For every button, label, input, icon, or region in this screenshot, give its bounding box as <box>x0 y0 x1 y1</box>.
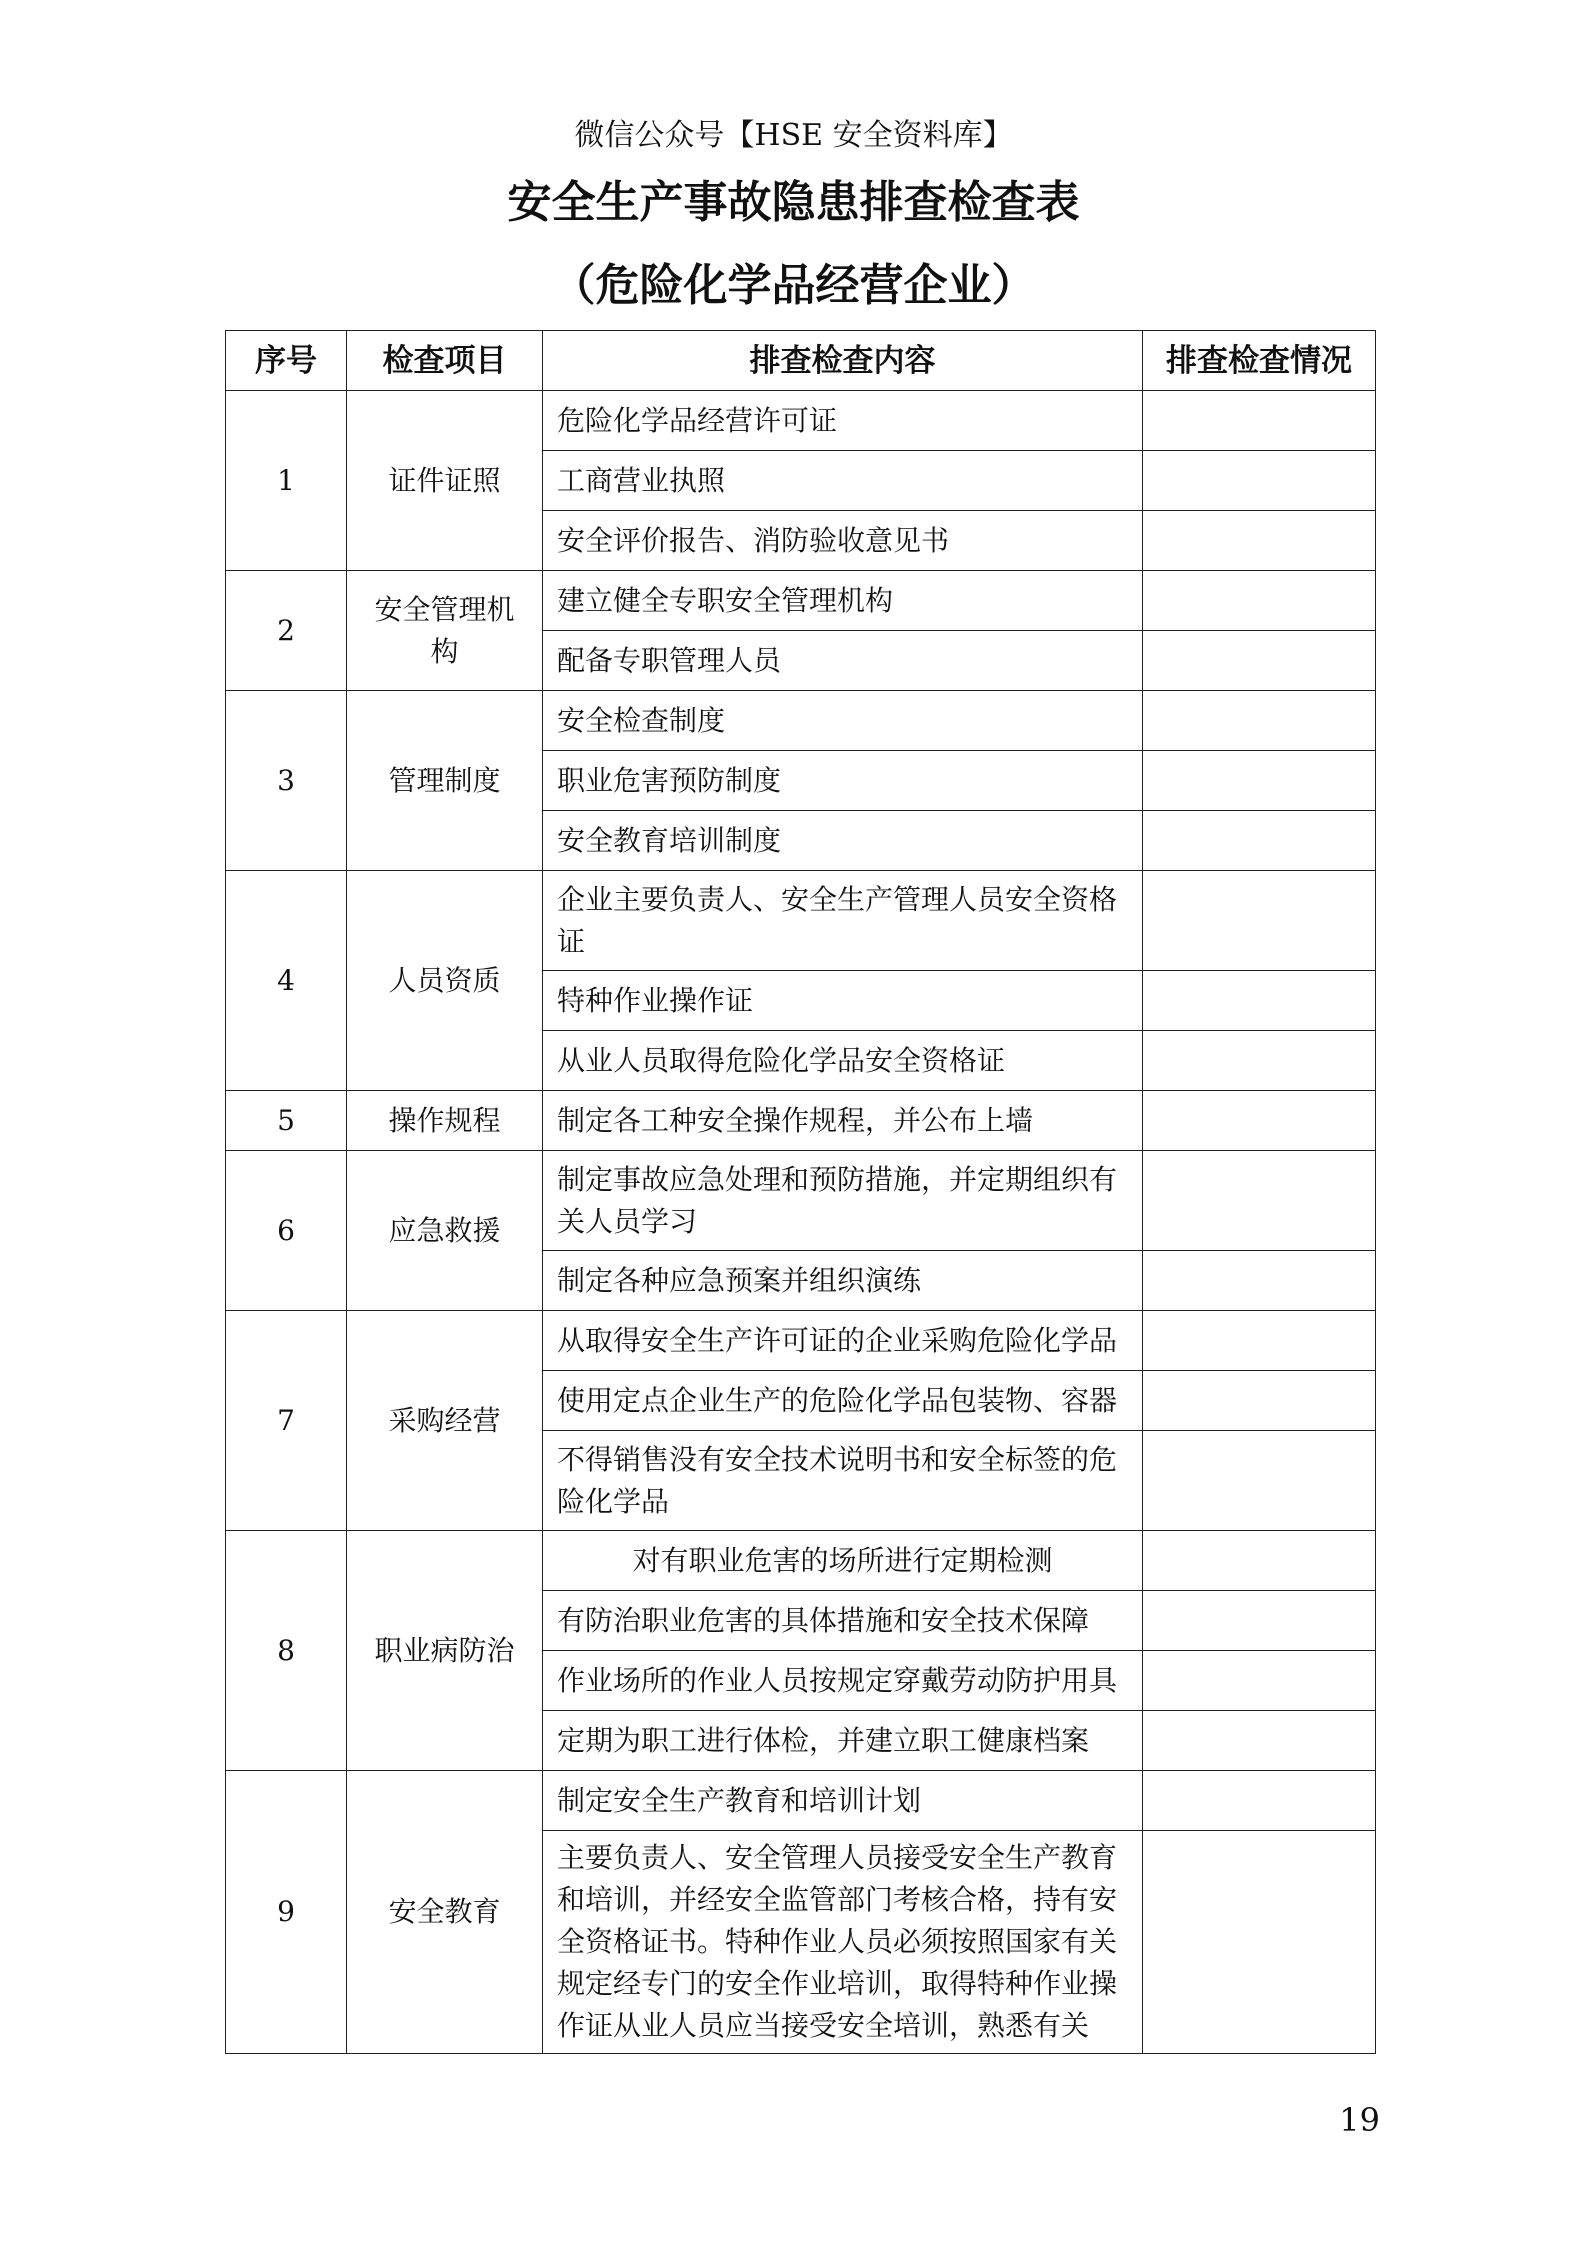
check-status-cell[interactable] <box>1143 691 1376 751</box>
row-number: 3 <box>226 691 347 871</box>
table-row <box>226 391 1376 451</box>
check-content: 制定安全生产教育和培训计划 <box>543 1771 1143 1831</box>
check-content: 职业危害预防制度 <box>543 751 1143 811</box>
check-content: 制定各工种安全操作规程，并公布上墙 <box>543 1091 1143 1151</box>
column-header-status: 排查检查情况 <box>1143 331 1376 391</box>
row-number: 1 <box>226 391 347 571</box>
document-subtitle: （危险化学品经营企业） <box>551 260 1036 311</box>
check-item: 管理制度 <box>347 691 543 871</box>
table-row <box>226 1771 1376 1831</box>
check-content: 对有职业危害的场所进行定期检测 <box>543 1531 1143 1591</box>
check-status-cell[interactable] <box>1143 1771 1376 1831</box>
check-status-cell[interactable] <box>1143 1531 1376 1591</box>
table-row <box>226 1091 1376 1151</box>
check-content: 建立健全专职安全管理机构 <box>543 571 1143 631</box>
check-content: 安全教育培训制度 <box>543 811 1143 871</box>
check-content: 作业场所的作业人员按规定穿戴劳动防护用具 <box>543 1651 1143 1711</box>
check-item: 人员资质 <box>347 871 543 1091</box>
check-status-cell[interactable] <box>1143 971 1376 1031</box>
column-header-item: 检查项目 <box>347 331 543 391</box>
check-content: 定期为职工进行体检，并建立职工健康档案 <box>543 1711 1143 1771</box>
check-status-cell[interactable] <box>1143 1431 1376 1531</box>
table-row <box>226 571 1376 631</box>
table-row <box>226 1311 1376 1371</box>
check-status-cell[interactable] <box>1143 1311 1376 1371</box>
check-item: 操作规程 <box>347 1091 543 1151</box>
check-status-cell[interactable] <box>1143 1831 1376 2054</box>
check-status-cell[interactable] <box>1143 871 1376 971</box>
check-item: 安全教育 <box>347 1771 543 2054</box>
check-status-cell[interactable] <box>1143 1591 1376 1651</box>
check-content: 使用定点企业生产的危险化学品包装物、容器 <box>543 1371 1143 1431</box>
table-row <box>226 1151 1376 1251</box>
check-content: 危险化学品经营许可证 <box>543 391 1143 451</box>
column-header-content: 排查检查内容 <box>543 331 1143 391</box>
check-status-cell[interactable] <box>1143 631 1376 691</box>
check-status-cell[interactable] <box>1143 1371 1376 1431</box>
check-content: 制定事故应急处理和预防措施，并定期组织有关人员学习 <box>543 1151 1143 1251</box>
check-status-cell[interactable] <box>1143 571 1376 631</box>
check-content: 不得销售没有安全技术说明书和安全标签的危险化学品 <box>543 1431 1143 1531</box>
column-header-no: 序号 <box>226 331 347 391</box>
check-item: 采购经营 <box>347 1311 543 1531</box>
check-content: 工商营业执照 <box>543 451 1143 511</box>
row-number: 9 <box>226 1771 347 2054</box>
check-content: 企业主要负责人、安全生产管理人员安全资格证 <box>543 871 1143 971</box>
row-number: 6 <box>226 1151 347 1311</box>
inspection-table <box>225 330 1376 2054</box>
check-status-cell[interactable] <box>1143 391 1376 451</box>
check-item: 安全管理机构 <box>347 571 543 691</box>
check-status-cell[interactable] <box>1143 1151 1376 1251</box>
check-content: 从业人员取得危险化学品安全资格证 <box>543 1031 1143 1091</box>
check-status-cell[interactable] <box>1143 1711 1376 1771</box>
check-content: 安全检查制度 <box>543 691 1143 751</box>
row-number: 2 <box>226 571 347 691</box>
source-line: 微信公众号【HSE 安全资料库】 <box>574 118 1013 153</box>
check-status-cell[interactable] <box>1143 1031 1376 1091</box>
check-status-cell[interactable] <box>1143 1651 1376 1711</box>
check-content: 从取得安全生产许可证的企业采购危险化学品 <box>543 1311 1143 1371</box>
table-row <box>226 871 1376 971</box>
check-status-cell[interactable] <box>1143 1251 1376 1311</box>
row-number: 5 <box>226 1091 347 1151</box>
check-content: 有防治职业危害的具体措施和安全技术保障 <box>543 1591 1143 1651</box>
check-status-cell[interactable] <box>1143 751 1376 811</box>
check-status-cell[interactable] <box>1143 811 1376 871</box>
check-status-cell[interactable] <box>1143 1091 1376 1151</box>
check-status-cell[interactable] <box>1143 511 1376 571</box>
check-content: 特种作业操作证 <box>543 971 1143 1031</box>
table-header-row <box>226 331 1376 391</box>
table-row <box>226 691 1376 751</box>
document-title: 安全生产事故隐患排查检查表 <box>507 177 1080 228</box>
page-number: 19 <box>1339 2101 1380 2139</box>
check-item: 职业病防治 <box>347 1531 543 1771</box>
row-number: 4 <box>226 871 347 1091</box>
check-content: 主要负责人、安全管理人员接受安全生产教育和培训，并经安全监管部门考核合格，持有安全资格证书。特种作业人员必须按照国家有关规定经专门的安全作业培训，取得特种作业操作证从业人员应当接受安全培训，熟悉有关 <box>543 1831 1143 2054</box>
row-number: 8 <box>226 1531 347 1771</box>
check-status-cell[interactable] <box>1143 451 1376 511</box>
check-item: 证件证照 <box>347 391 543 571</box>
check-content: 制定各种应急预案并组织演练 <box>543 1251 1143 1311</box>
row-number: 7 <box>226 1311 347 1531</box>
check-content: 配备专职管理人员 <box>543 631 1143 691</box>
table-row <box>226 1531 1376 1591</box>
check-content: 安全评价报告、消防验收意见书 <box>543 511 1143 571</box>
check-item: 应急救援 <box>347 1151 543 1311</box>
